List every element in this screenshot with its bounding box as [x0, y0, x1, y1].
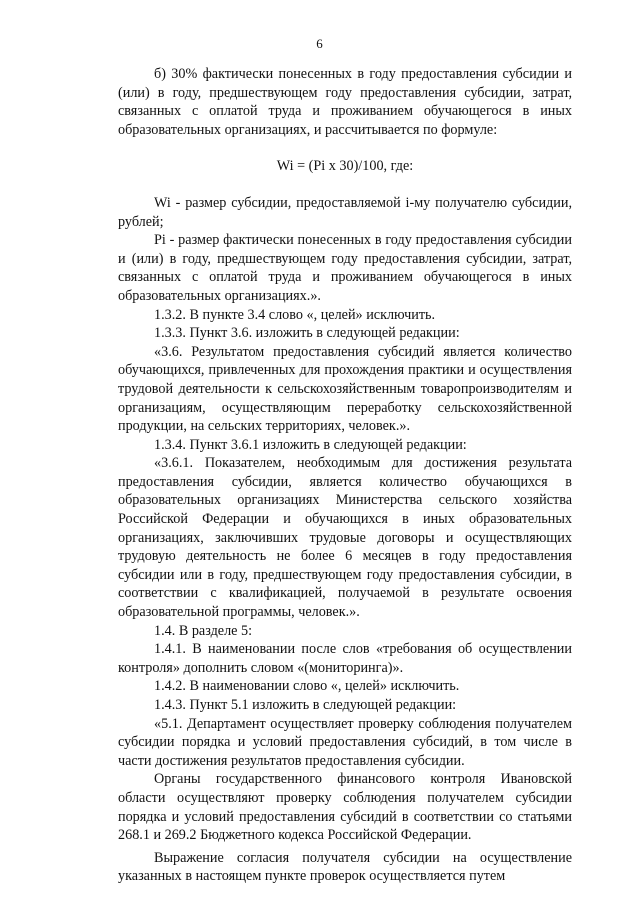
formula: Wi = (Pi x 30)/100, где: — [276, 158, 414, 175]
paragraph-1-3-4: 1.3.4. Пункт 3.6.1 изложить в следующей редакции: — [154, 436, 467, 453]
paragraph-pi-definition: Pi - размер фактически понесенных в году предоставления субсидии и (или) в году, предшествующем году предоставления субсидии, затрат, связанных с оплатой труда и проживанием обучающегося в иных образовательных организациях.». — [118, 232, 572, 304]
paragraph-financial-control: Органы государственного финансового контроля Ивановской области осуществляют проверку соблюдения получателем субсидии порядка и условий предоставления субсидий в соответствии со статьями 268.1 и 269.2 Бюджетного кодекса Российской Федерации. — [118, 771, 572, 844]
paragraph-1-4: 1.4. В разделе 5: — [154, 622, 253, 639]
paragraph-consent: Выражение согласия получателя субсидии на осуществление указанных в настоящем пункте проверок осуществляется путем — [118, 849, 572, 885]
paragraph-3-6: «3.6. Результатом предоставления субсидий является количество обучающихся, привлеченных для прохождения практики и осуществления трудовой деятельности к сельскохозяйственным товаропроизводителям и организациям, осуществляющим переработку сельскохозяйственной продукции, на сельских территориях, человек.». — [118, 343, 572, 435]
paragraph-3-6-1: «3.6.1. Показателем, необходимым для достижения результата предоставления субсидии, является количество обучающихся в образовательных организациях Министерства сельского хозяйства Российской Федерации и обучающихся в иных образовательных организациях, заключивших трудовые договоры и осуществляющих трудовую деятельность не более 6 месяцев в году предоставления субсидии или в году, предшествующем году предоставления субсидии, в соответствии с квалификацией, получаемой в результате освоения образовательной программы, человек.». — [118, 455, 572, 621]
page-number: 6 — [316, 36, 323, 51]
paragraph-1-4-3: 1.4.3. Пункт 5.1 изложить в следующей редакции: — [154, 697, 457, 713]
paragraph-1-3-2: 1.3.2. В пункте 3.4 слово «, целей» исключить. — [154, 306, 436, 323]
paragraph-1-3-3: 1.3.3. Пункт 3.6. изложить в следующей редакции: — [154, 325, 460, 342]
document-body — [118, 65, 572, 886]
paragraph-1-4-1: 1.4.1. В наименовании после слов «требования об осуществлении контроля» дополнить словом «(мониторинга)». — [118, 641, 572, 676]
paragraph-5-1: «5.1. Департамент осуществляет проверку соблюдения получателем субсидии порядка и условий предоставления субсидий, в том числе в части достижения результатов предоставления субсидии. — [118, 715, 572, 769]
paragraph-subsidy-formula-intro: б) 30% фактически понесенных в году предоставления субсидии и (или) в году, предшествующем году предоставления субсидии, затрат, связанных с оплатой труда и проживанием обучающегося в иных образовательных организациях, и рассчитывается по формуле: — [118, 66, 572, 138]
paragraph-wi-definition: Wi - размер субсидии, предоставляемой i-му получателю субсидии, рублей; — [118, 194, 572, 230]
paragraph-1-4-2: 1.4.2. В наименовании слово «, целей» исключить. — [154, 678, 460, 695]
